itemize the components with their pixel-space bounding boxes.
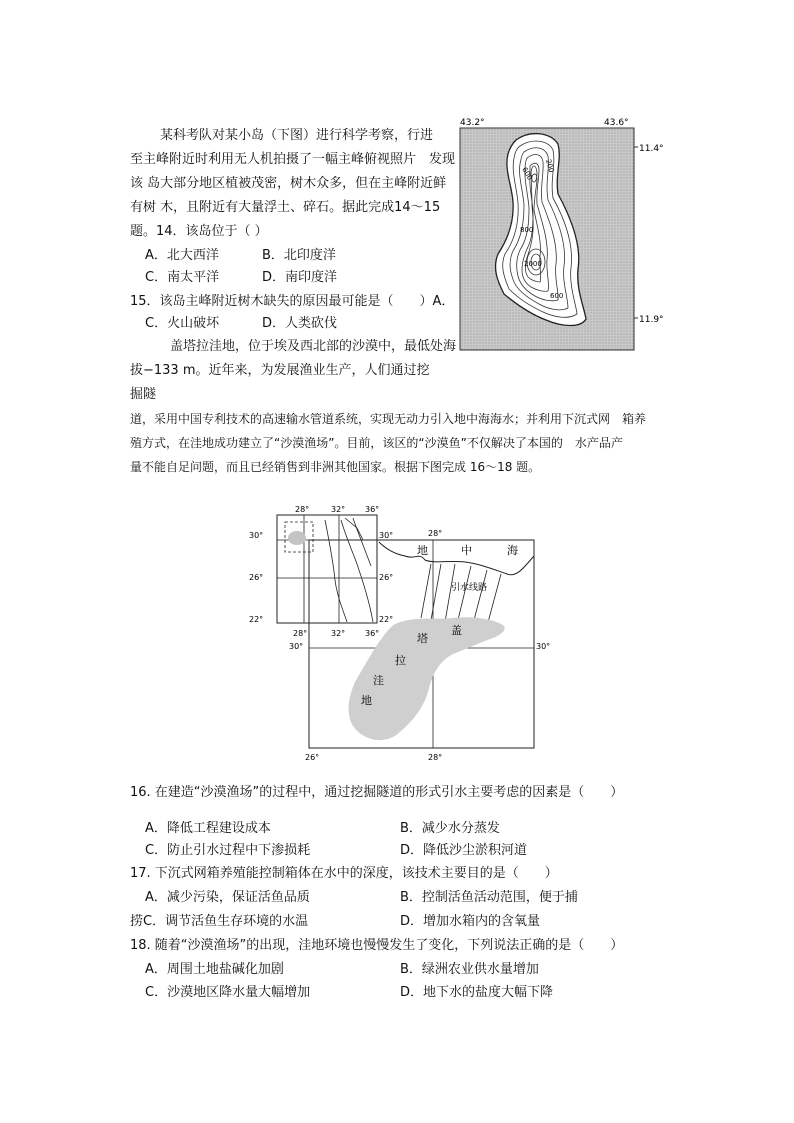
island-contour-label-1: 600 — [520, 166, 534, 182]
inset-lon-label-2: 32° — [331, 505, 346, 514]
q17-option-c: 捞C．调节活鱼生存环境的水温 — [130, 914, 309, 929]
qattara-passage-line3: 掘隧 — [130, 387, 157, 402]
sea-char-2: 中 — [461, 544, 472, 557]
q17-option-d: D．增加水箱内的含氧量 — [400, 914, 541, 929]
depression-char-2: 盖 — [451, 624, 462, 637]
qattara-passage-line6: 量不能自足问题，而且已经销售到非洲其他国家。根据下图完成 16～18 题。 — [130, 460, 541, 474]
q15-option-d: D．人类砍伐 — [262, 316, 338, 331]
main-lon-bottom-label-1: 26° — [305, 753, 320, 762]
inset-lat-label-1-right: 30° — [379, 531, 394, 540]
island-contour-map — [458, 114, 668, 354]
depression-char-5: 地 — [361, 694, 372, 707]
main-lon-top-label: 28° — [428, 529, 443, 538]
qattara-passage-line4: 道，采用中国专利技术的高速输水管道系统，实现无动力引入地中海海水；并利用下沉式网 箱养 — [130, 412, 647, 426]
q16-option-d: D．降低沙尘淤积河道 — [400, 843, 528, 858]
inset-lat-label-3: 22° — [249, 615, 264, 624]
inset-bottom-lon-label-1: 28° — [293, 629, 308, 638]
qattara-passage-line5: 殖方式，在洼地成功建立了“沙漠渔场”。目前，该区的“沙漠鱼”不仅解决了本国的 水产品产 — [130, 436, 623, 450]
inset-lon-label-1: 28° — [295, 505, 310, 514]
inset-bottom-lon-label-3: 36° — [365, 629, 380, 638]
qattara-passage-line1: 盖塔拉洼地，位于埃及西北部的沙漠中，最低处海 — [170, 339, 457, 354]
q15-stem: 15．该岛主峰附近树木缺失的原因最可能是（ ）A． — [130, 294, 455, 309]
q14-option-b: B．北印度洋 — [262, 248, 336, 263]
island-passage-line5: 题。14．该岛位于（ ） — [130, 224, 268, 239]
island-passage-line3: 该 岛大部分地区植被茂密，树木众多，但在主峰附近鲜 — [130, 176, 447, 191]
q16-option-b: B．减少水分蒸发 — [400, 821, 500, 836]
q14-option-c: C．南太平洋 — [145, 270, 220, 285]
q18-option-d: D．地下水的盐度大幅下降 — [400, 985, 554, 1000]
q18-stem: 18. 随着“沙漠渔场”的出现，洼地环境也慢慢发生了变化，下列说法正确的是（ ） — [130, 938, 624, 953]
q17-option-b: B．控制活鱼活动范围，便于捕 — [400, 890, 578, 905]
pipeline-route-label: 引水线路 — [451, 583, 488, 593]
island-lon-left-label: 43.2° — [460, 118, 485, 128]
main-lat-left-label: 30° — [289, 642, 304, 651]
island-contour-label-4: 600 — [550, 292, 564, 300]
q16-stem: 16. 在建造“沙漠渔场”的过程中，通过挖掘隧道的形式引水主要考虑的因素是（ ） — [130, 785, 624, 800]
inset-lat-label-2-right: 26° — [379, 573, 394, 582]
depression-char-4: 洼 — [373, 674, 384, 687]
island-contour-label-5: 200 — [544, 158, 556, 174]
island-contour-label-2: 800 — [520, 226, 534, 234]
island-passage-line1: 某科考队对某小岛（下图）进行科学考察，行进 — [160, 128, 434, 143]
island-contour-label-3: 2000 — [524, 260, 542, 268]
sea-char-1: 地 — [417, 544, 428, 557]
inset-bottom-lon-label-2: 32° — [331, 629, 346, 638]
inset-lat-label-2: 26° — [249, 573, 264, 582]
sea-char-3: 海 — [507, 544, 518, 557]
island-passage-line2: 至主峰附近时利用无人机拍摄了一幅主峰俯视照片 发现 — [130, 152, 456, 167]
inset-lat-label-1: 30° — [249, 531, 264, 540]
inset-lat-label-3-right: 22° — [379, 615, 394, 624]
q18-option-c: C．沙漠地区降水量大幅增加 — [145, 985, 311, 1000]
depression-char-1: 塔 — [417, 632, 428, 645]
q15-option-c: C．火山破坏 — [145, 316, 220, 331]
island-lon-right-label: 43.6° — [604, 118, 629, 128]
q18-option-b: B．绿洲农业供水量增加 — [400, 962, 539, 977]
q18-option-a: A．周围土地盐碱化加剧 — [145, 962, 284, 977]
inset-lon-label-3: 36° — [365, 505, 380, 514]
q16-option-c: C．防止引水过程中下渗损耗 — [145, 843, 311, 858]
island-passage-line4: 有树 木，且附近有大量浮土、碎石。据此完成14～15 — [130, 200, 441, 215]
island-lat-top-label: 11.4° — [639, 144, 664, 154]
main-lon-bottom-label-2: 28° — [428, 753, 443, 762]
q14-option-a: A．北大西洋 — [145, 248, 219, 263]
q17-option-a: A．减少污染，保证活鱼品质 — [145, 890, 310, 905]
qattara-passage-line2: 拔−133 m。近年来，为发展渔业生产，人们通过挖 — [130, 363, 430, 378]
q16-option-a: A．降低工程建设成本 — [145, 821, 271, 836]
main-lat-right-label: 30° — [536, 642, 551, 651]
island-lat-bottom-label: 11.9° — [639, 315, 664, 325]
qattara-depression-map — [245, 500, 555, 768]
depression-char-3: 拉 — [395, 654, 406, 667]
q17-stem: 17. 下沉式网箱养殖能控制箱体在水中的深度，该技术主要目的是（ ） — [130, 866, 558, 881]
q14-option-d: D．南印度洋 — [262, 270, 338, 285]
